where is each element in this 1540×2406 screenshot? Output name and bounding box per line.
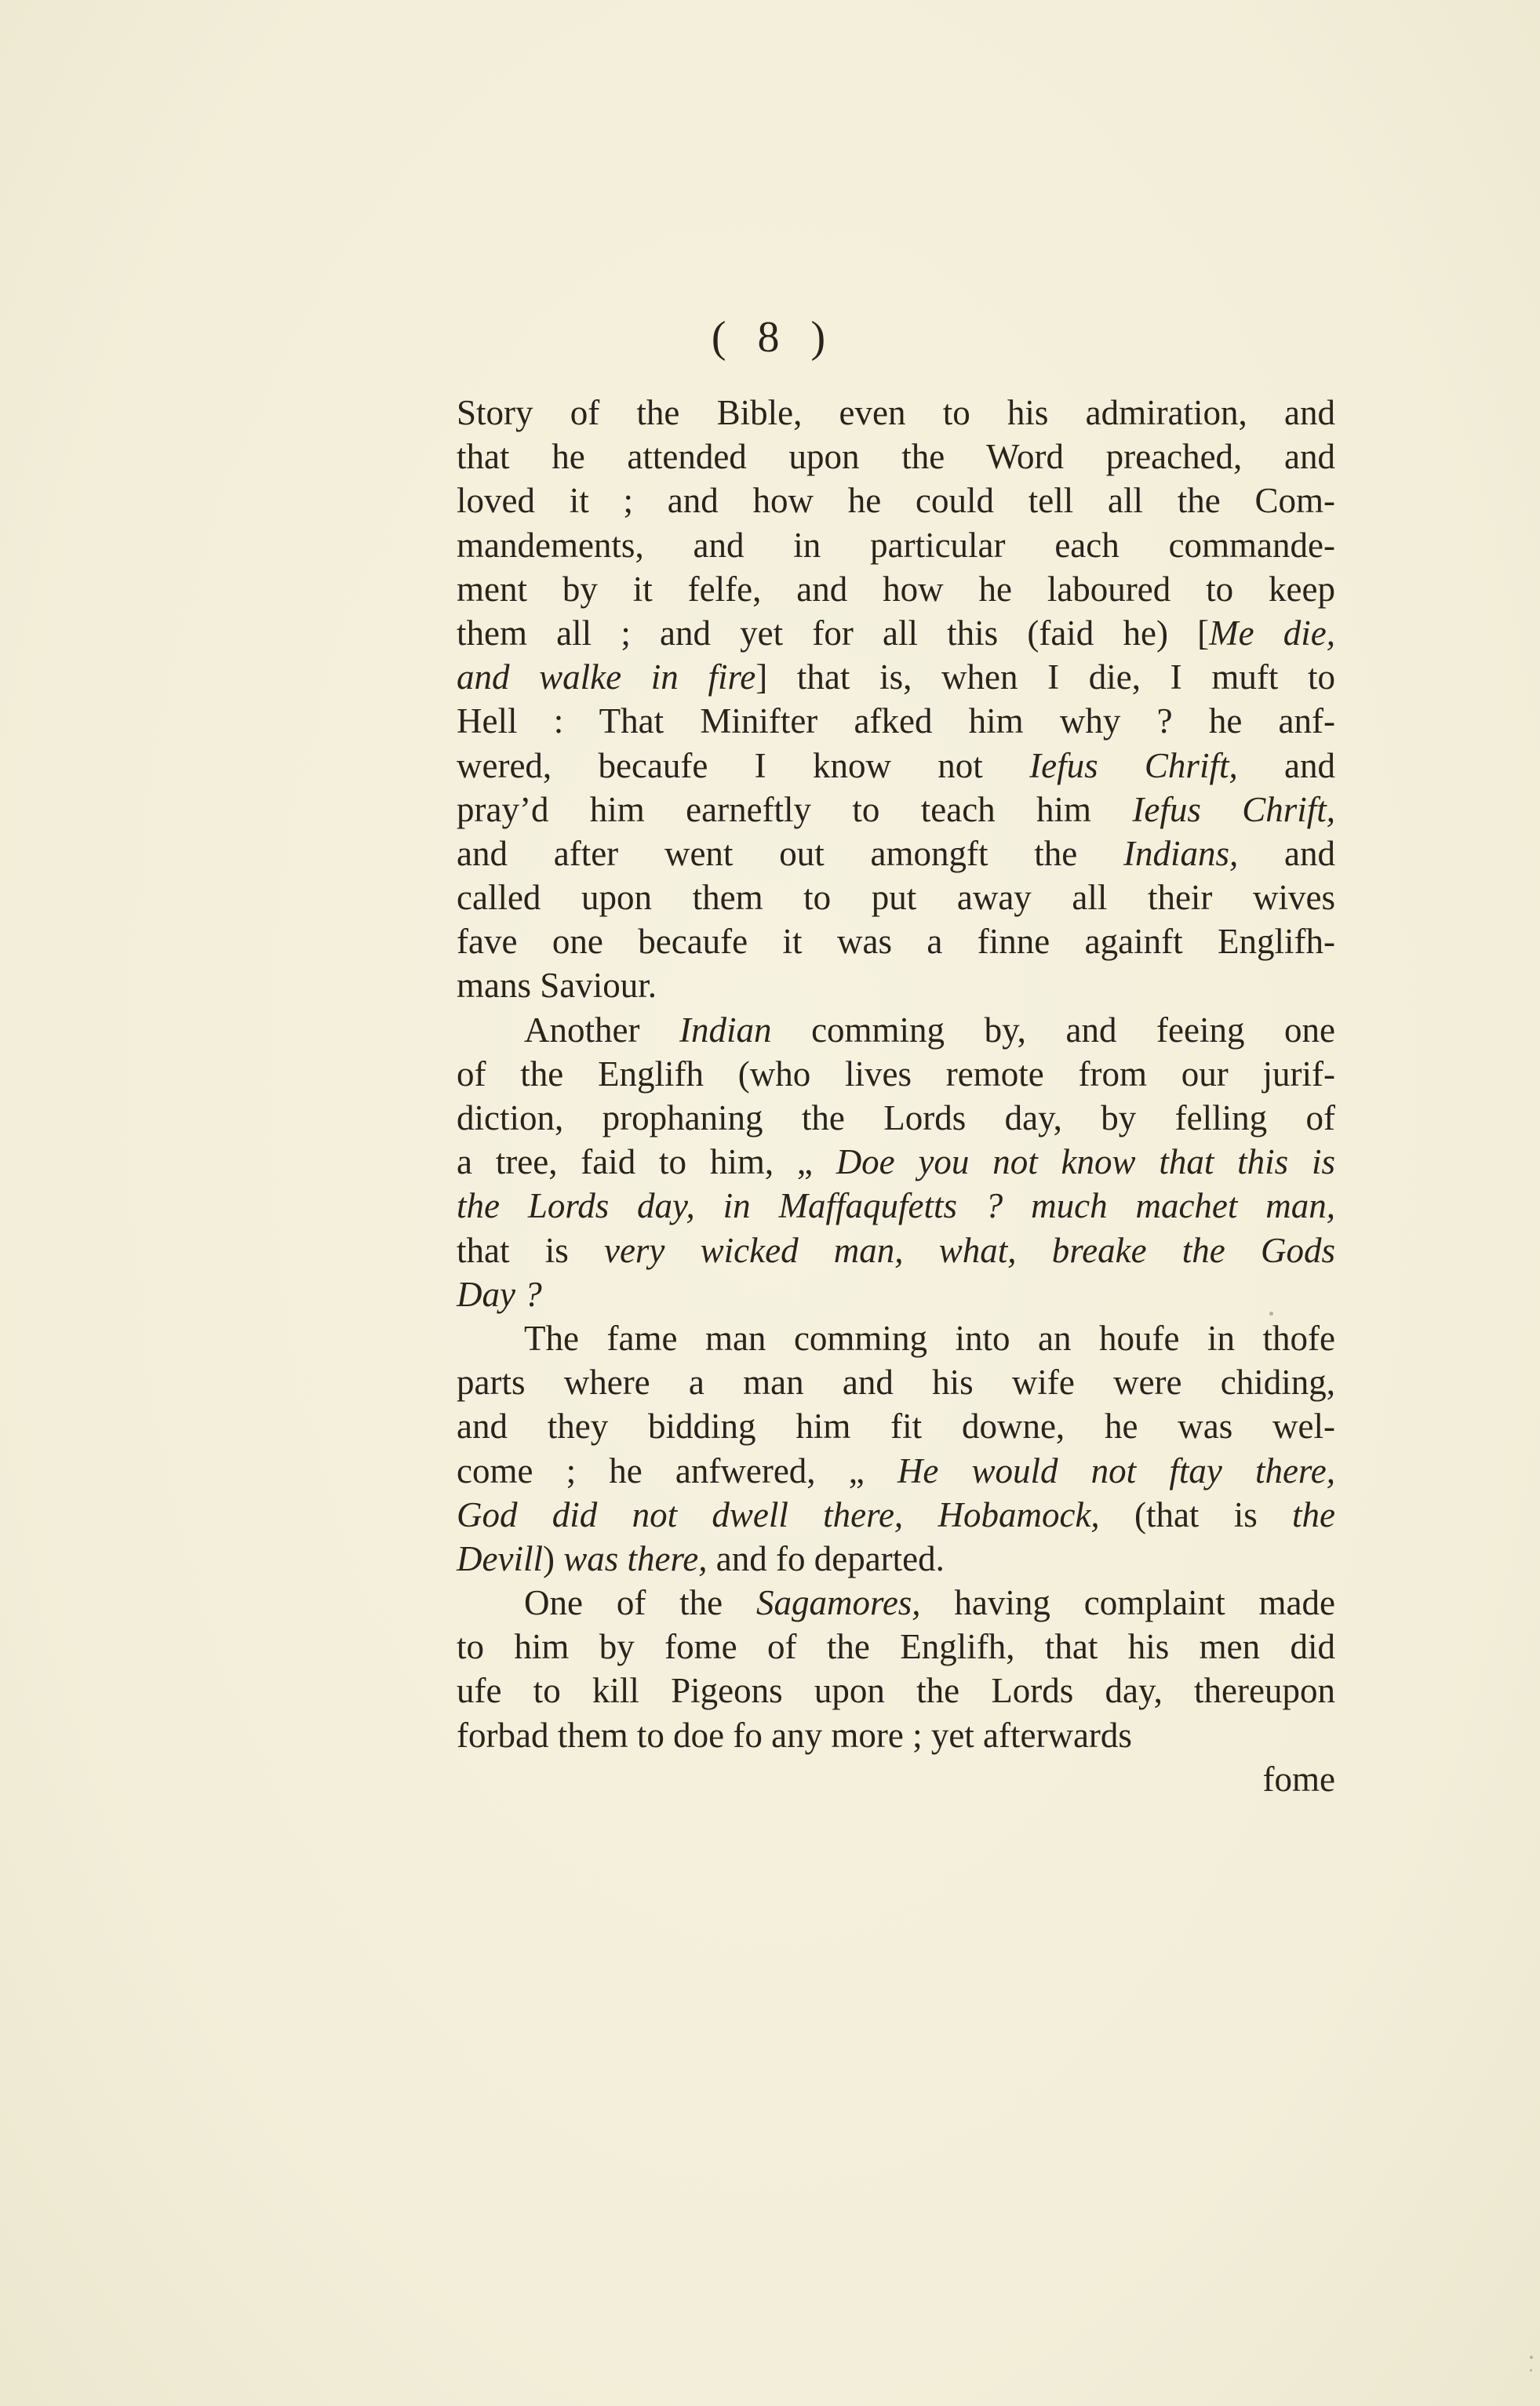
text-line [457, 832, 1335, 875]
text-line [457, 875, 1335, 919]
italic-run: Me die, [1209, 613, 1335, 653]
text-run: The fame man comming into an houfe in thofe [524, 1318, 1335, 1358]
text-run: parts where a man and his wife were chiding, [457, 1363, 1335, 1403]
text-line [457, 523, 1335, 567]
text-run: a tree, faid to him, „ [457, 1142, 836, 1182]
italic-run: Sagamores, [755, 1583, 921, 1623]
text-line [457, 1272, 1335, 1316]
text-line [457, 479, 1335, 522]
text-run: diction, prophaning the Lords day, by felling of [457, 1098, 1335, 1137]
text-run: wered, becaufe I know not [457, 745, 1030, 785]
italic-run: Iefus Chrift, [1029, 745, 1238, 785]
text-line [457, 1713, 1335, 1757]
text-run: Story of the Bible, even to his admiration, and [457, 393, 1335, 432]
text-run: and fo departed. [707, 1538, 945, 1578]
text-line [457, 611, 1335, 655]
italic-run: He would not ftay there, [897, 1451, 1335, 1491]
text-line [457, 1184, 1335, 1228]
text-line [457, 435, 1335, 479]
text-line [457, 391, 1335, 435]
catchword: fome [1262, 1759, 1335, 1799]
text-run: One of the [524, 1583, 756, 1623]
text-run: having complaint made [920, 1583, 1335, 1623]
text-run: called upon them to put away all their wives [457, 878, 1335, 918]
italic-run: Devill [457, 1538, 543, 1578]
text-run: ] that is, when I die, I muft to [755, 657, 1335, 697]
text-line [457, 567, 1335, 611]
body-text [457, 391, 1335, 1801]
text-run: and [1237, 745, 1335, 785]
text-run: Another [524, 1010, 680, 1050]
text-line [457, 1669, 1335, 1713]
text-line [457, 1537, 1335, 1581]
text-run: to him by fome of the Englifh, that his men did [457, 1627, 1335, 1667]
text-line [457, 1493, 1335, 1537]
italic-run: very wicked man, what, breake the Gods [603, 1230, 1335, 1270]
text-line [457, 1625, 1335, 1669]
text-run: comming by, and feeing one [771, 1010, 1335, 1050]
text-run: that is [457, 1230, 604, 1270]
italic-run: Indian [679, 1010, 772, 1050]
italic-run: Iefus Chrift, [1132, 789, 1335, 829]
page-number: ( 8 ) [711, 313, 829, 362]
text-line [457, 1360, 1335, 1404]
paper-speck [1269, 1312, 1273, 1316]
text-run: and they bidding him fit downe, he was wel- [457, 1407, 1335, 1447]
italic-run: and walke in fire [457, 657, 756, 697]
text-run: and [1238, 833, 1335, 873]
text-line [457, 1316, 1335, 1360]
paper-speck [1530, 2369, 1532, 2371]
text-line [457, 1052, 1335, 1096]
text-run: (that is [1099, 1494, 1293, 1534]
text-run: and after went out amongft the [457, 833, 1123, 873]
text-line [457, 1404, 1335, 1448]
text-run: ) [542, 1538, 564, 1578]
paper-speck [1530, 2356, 1533, 2359]
text-run: mandements, and in particular each commande- [457, 525, 1335, 565]
text-run: fave one becaufe it was a finne againft Englifh- [457, 922, 1335, 962]
text-line [457, 1140, 1335, 1184]
italic-run: Doe you not know that this is [836, 1142, 1335, 1182]
text-line [457, 1096, 1335, 1140]
text-line [457, 655, 1335, 699]
text-run: loved it ; and how he could tell all the Com- [457, 481, 1335, 521]
text-run: them all ; and yet for all this (faid he) [ [457, 613, 1210, 653]
text-run: that he attended upon the Word preached, and [457, 437, 1335, 477]
text-run: mans Saviour. [457, 966, 657, 1006]
text-run: pray’d him earneftly to teach him [457, 789, 1133, 829]
italic-run: Day ? [457, 1274, 542, 1314]
text-run: come ; he anfwered, „ [457, 1451, 897, 1491]
text-line [457, 1581, 1335, 1625]
text-line [457, 919, 1335, 963]
text-line [457, 744, 1335, 788]
text-line [457, 1008, 1335, 1052]
text-run: ment by it felfe, and how he laboured to keep [457, 569, 1335, 609]
text-line [457, 1228, 1335, 1272]
text-line [457, 1449, 1335, 1493]
text-line [457, 963, 1335, 1007]
italic-run: the [1292, 1494, 1335, 1534]
text-run: Hell : That Minifter afked him why ? he anf- [457, 701, 1335, 741]
italic-run: was there, [563, 1538, 708, 1578]
italic-run: Indians, [1123, 833, 1239, 873]
text-line [457, 699, 1335, 743]
italic-run: the Lords day, in Maffaqufetts ? much machet man, [457, 1186, 1335, 1226]
text-run: ufe to kill Pigeons upon the Lords day, thereupon [457, 1671, 1335, 1711]
text-line [457, 788, 1335, 832]
text-run: forbad them to doe fo any more ; yet afterwards [457, 1715, 1132, 1755]
text-run: of the Englifh (who lives remote from our jurif- [457, 1054, 1335, 1094]
italic-run: God did not dwell there, Hobamock, [457, 1494, 1100, 1534]
